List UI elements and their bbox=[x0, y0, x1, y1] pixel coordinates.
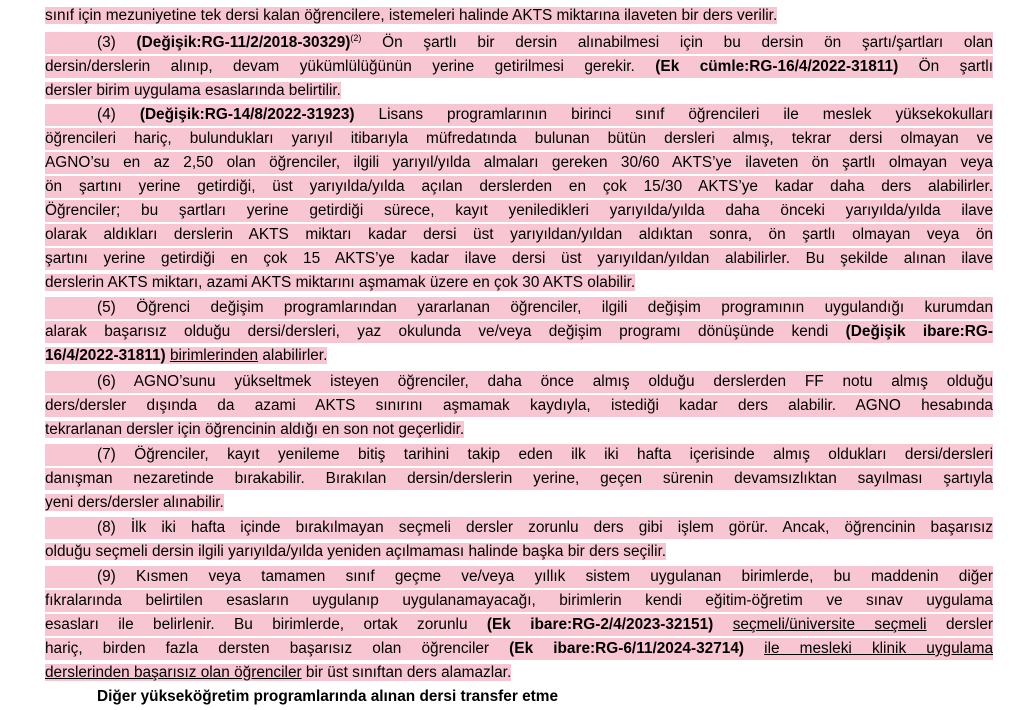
paragraph-4-line: öğrencileri hariç, bulundukları yarıyıl itibarıyla müfredatında bulunan bütün dersleri almış, tekrar dersi olmayan ve bbox=[45, 128, 993, 150]
paragraph-9-line: fıkralarında belirtilen esasların uygulanıp uygulanamayacağı, birimlerin kendi eğitim-öğretim ve sınav uygulama bbox=[45, 590, 993, 612]
underlined-text: seçmeli/üniversite seçmeli bbox=[732, 616, 927, 633]
paragraph-4-line: şartını yerine getirdiği en çok 15 AKTS’ye kadar ilave dersi üst yarıyıldan/yıldan alabilirler. Bu şekilde alınan ilave bbox=[45, 248, 993, 270]
paragraph-7-line bbox=[45, 492, 993, 514]
paragraph-6-line: ders/dersler dışında da azami AKTS sınırını aşmamak kaydıyla, istediği kadar ders alabilir. AGNO hesabında bbox=[45, 395, 993, 417]
highlighted-text: tekrarlanan dersler için öğrencinin aldığı en son not geçerlidir. bbox=[45, 421, 465, 438]
amendment-ref: (Ek cümle:RG-16/4/2022-31811) bbox=[655, 58, 899, 75]
text-segment: hariç, birden fazla dersten başarısız olan öğrenciler bbox=[45, 640, 510, 657]
paragraph-4-line: olarak aldıkları derslerin AKTS miktarı kadar dersi üst yarıyıldan/yıldan aldıktan sonra, ön şartlı olmayan veya ön bbox=[45, 224, 993, 246]
amendment-ref: (Değişik:RG-14/8/2022-31923) bbox=[139, 106, 355, 123]
amendment-ref: (Değişik:RG-11/2/2018-30329) bbox=[136, 34, 351, 51]
paragraph-8-line bbox=[45, 541, 993, 563]
text-segment: Ön şartlı bir dersin alınabilmesi için bu dersin ön şartı/şartları olan bbox=[361, 34, 993, 51]
paragraph-6-line bbox=[45, 419, 993, 441]
amendment-ref: (Ek ibare:RG-2/4/2023-32151) bbox=[486, 616, 714, 633]
highlighted-text: sınıf için mezuniyetine tek dersi kalan öğrencilere, istemeleri halinde AKTS miktarına ilaveten bir ders verilir. bbox=[45, 7, 778, 24]
paragraph-4-line: Öğrenciler; bu şartları yerine getirdiği sürece, kayıt yeniledikleri yarıyılda/yılda daha önceki yarıyılda/yılda ilave bbox=[45, 200, 993, 222]
text-segment: esasları ile belirlenir. Bu birimlerde, ortak zorunlu bbox=[45, 616, 487, 633]
paragraph-6-line: (6) AGNO’sunu yükseltmek isteyen öğrenciler, daha önce almış olduğu derslerden FF notu almış olduğu bbox=[45, 371, 993, 393]
paragraph-4-line: AGNO’su en az 2,50 olan öğrenciler, ilgili yarıyıl/yılda almaları gereken 30/60 AKTS’ye ilaveten ön şartlı olmayan veya bbox=[45, 152, 993, 174]
text-line bbox=[45, 5, 993, 27]
paragraph-5-line: (5) Öğrenci değişim programlarından yararlanan öğrenciler, ilgili değişim programının uygulandığı kurumdan bbox=[45, 297, 993, 319]
underlined-text: derslerinden başarısız olan öğrenciler bbox=[45, 664, 302, 681]
highlighted-text: olduğu seçmeli dersin ilgili yarıyılda/yılda yeniden açılmaması halinde başka bir ders seçilir. bbox=[45, 543, 667, 560]
underlined-text: birimlerinden bbox=[169, 347, 259, 364]
text-segment bbox=[713, 616, 732, 633]
paragraph-7-line: (7) Öğrenciler, kayıt yenileme bitiş tarihini takip eden ilk iki hafta içerisinde almış oldukları dersi/dersleri bbox=[45, 444, 993, 466]
paragraph-4-line bbox=[45, 104, 993, 126]
highlighted-text: yeni ders/dersler alınabilir. bbox=[45, 494, 224, 511]
text-segment: Lisans programlarının birinci sınıf öğrencileri ile meslek yüksekokulları bbox=[354, 106, 993, 123]
paragraph-9-line bbox=[45, 638, 993, 660]
highlighted-text: dersler birim uygulama esaslarında belirtilir. bbox=[45, 82, 341, 99]
text-segment: alarak başarısız olduğu dersi/dersleri, yaz okulunda ve/veya değişim programı dönüşünde kendi bbox=[45, 323, 846, 340]
section-heading: Diğer yükseköğretim programlarında alınan dersi transfer etme bbox=[97, 688, 559, 705]
paragraph-3-line bbox=[45, 80, 993, 102]
item-number: (4) bbox=[97, 106, 140, 123]
paragraph-5-line bbox=[45, 321, 993, 343]
paragraph-9-line bbox=[45, 614, 993, 636]
footnote-mark: (2) bbox=[350, 32, 362, 43]
text-segment bbox=[744, 640, 764, 657]
paragraph-3-line bbox=[45, 56, 993, 78]
paragraph-9-line bbox=[45, 662, 993, 684]
paragraph-4-line: ön şartını yerine getirdiği, üst yarıyılda/yılda açılan derslerden en çok 15/30 AKTS’ye kadar daha ders alabilirler. bbox=[45, 176, 993, 198]
text-segment: dersler bbox=[926, 616, 994, 633]
paragraph-9-line: (9) Kısmen veya tamamen sınıf geçme ve/veya yıllık sistem uygulanan birimlerde, bu maddenin diğer bbox=[45, 566, 993, 588]
item-number: (3) bbox=[97, 34, 137, 51]
paragraph-3-line bbox=[45, 32, 993, 54]
paragraph-8-line: (8) İlk iki hafta içinde bırakılmayan seçmeli dersler zorunlu ders gibi işlem görür. Ancak, öğrencinin başarısız bbox=[45, 517, 993, 539]
paragraph-5-line bbox=[45, 345, 993, 367]
text-segment: bir üst sınıftan ders alamazlar. bbox=[301, 664, 512, 681]
text-segment: dersin/derslerin alınıp, devam yükümlülüğünün yerine getirilmesi gerekir. bbox=[45, 58, 656, 75]
amendment-ref: 16/4/2022-31811) bbox=[45, 347, 166, 364]
amendment-ref: (Değişik ibare:RG- bbox=[845, 323, 993, 340]
highlighted-text: derslerin AKTS miktarı, azami AKTS miktarını aşmamak üzere en çok 30 AKTS olabilir. bbox=[45, 274, 636, 291]
text-segment: Ön şartlı bbox=[898, 58, 993, 75]
paragraph-4-line bbox=[45, 272, 993, 294]
paragraph-7-line: danışman nezaretinde bırakabilir. Bırakılan dersin/derslerin yerine, geçen sürenin devamsızlıktan sayılması şartıyla bbox=[45, 468, 993, 490]
amendment-ref: (Ek ibare:RG-6/11/2024-32714) bbox=[509, 640, 745, 657]
underlined-text: ile mesleki klinik uygulama bbox=[764, 640, 994, 657]
text-segment: alabilirler. bbox=[258, 347, 328, 364]
